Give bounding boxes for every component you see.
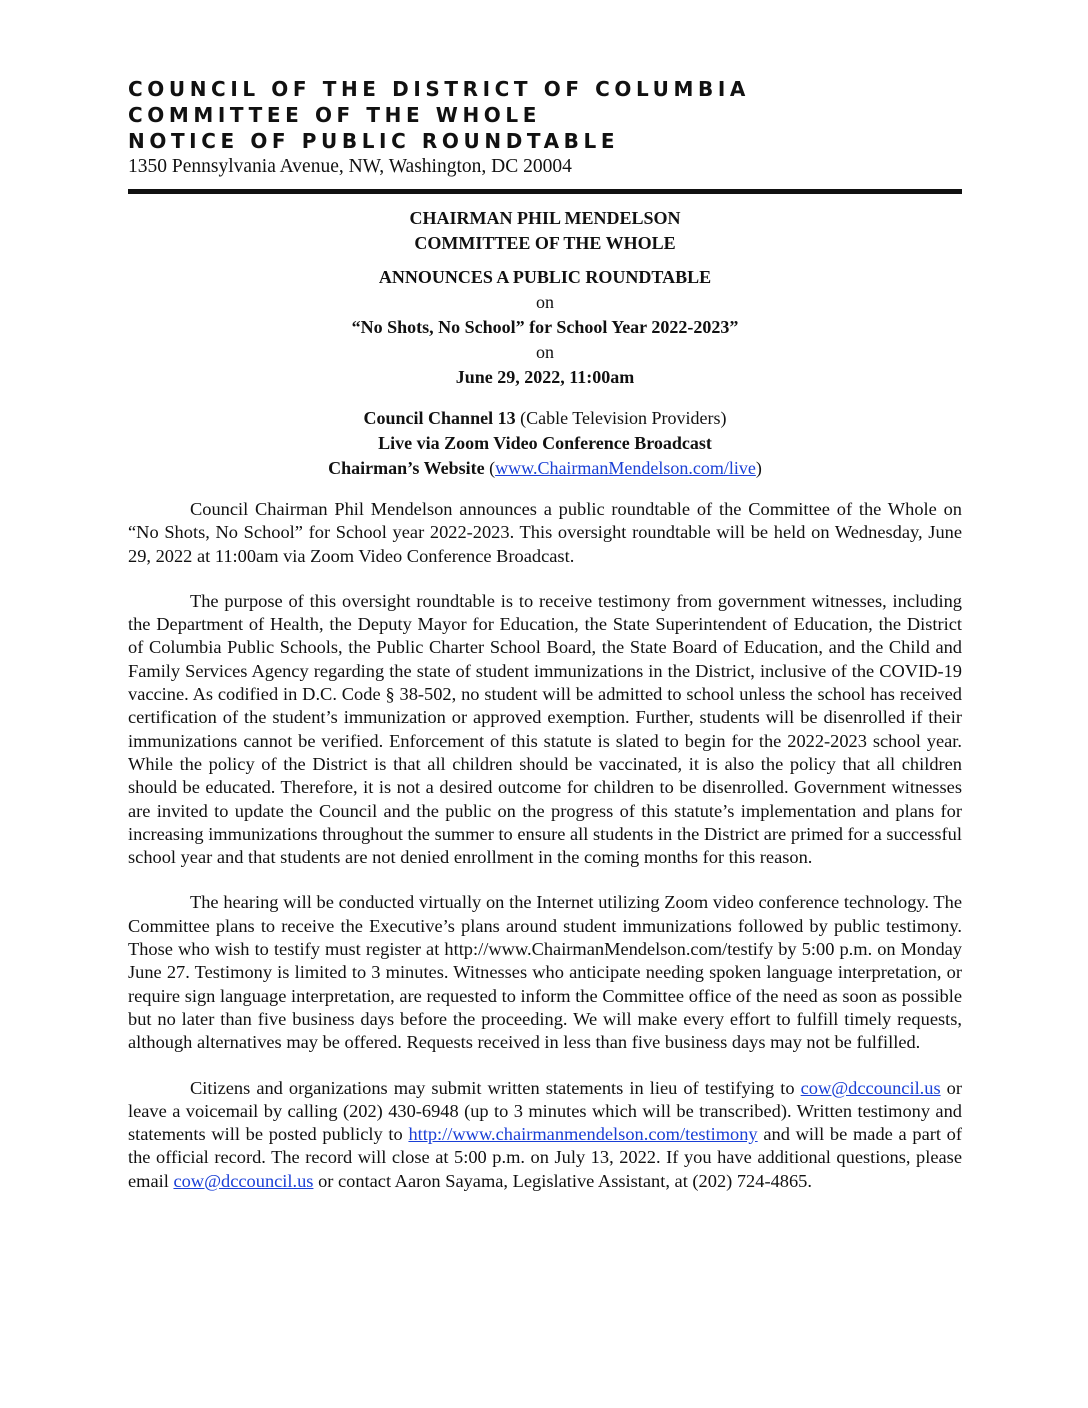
paragraph-purpose: The purpose of this oversight roundtable is to receive testimony from government witnesses, including the Department of Health, the Deputy Mayor for Education, the State Superintendent of Education, the District of Columbia Public Schools, the Public Charter School Board, the State Board of Education, and the Child and Family Services Agency regarding the state of student immunizations in the District, inclusive of the COVID-19 vaccine. As codified in D.C. Code § 38-502, no student will be admitted to school unless the school has received certification of the student’s immunization or approved exemption. Further, students will be disenrolled if their immunizations cannot be verified. Enforcement of this statute is slated to begin for the 2022-2023 school year. While the policy of the District is that all children should be vaccinated, it is also the policy that all children should be educated. Therefore, it is not a desired outcome for children to be disenrolled. Government witnesses are invited to update the Council and the public on the progress of this statute’s implementation and plans for increasing immunizations throughout the summer to ensure all students in the District are primed for a successful school year and that students are not denied enrollment in the coming months for this reason. (128, 590, 962, 868)
channel-name: Council Channel 13 (363, 408, 516, 428)
website-label: Chairman’s Website (328, 458, 485, 478)
on-line-1: on (536, 292, 554, 312)
paragraph-hearing: The hearing will be conducted virtually on the Internet utilizing Zoom video conference technology. The Committee plans to receive the Executive’s plans around student immunizations followed by public testimony. Those who wish to testify must register at http://www.ChairmanMendelson.com/testify by 5:00 p.m. on Monday June 27. Testimony is limited to 3 minutes. Witnesses who anticipate needing spoken language interpretation, or require sign language interpretation, are requested to inform the Committee office of the need as soon as possible but no later than five business days before the proceeding. We will make every effort to fulfill timely requests, although alternatives may be offered. Requests received in less than five business days may not be fulfilled. (128, 892, 962, 1053)
website-link[interactable]: www.ChairmanMendelson.com/live (495, 458, 756, 478)
zoom-line: Live via Zoom Video Conference Broadcast (378, 433, 712, 453)
statements-text-b: or leave a voicemail by calling (202) 430-6948 (up to 3 minutes which will be transcribed). Written testimony and statements will be posted publicly to (128, 1077, 962, 1145)
letterhead (128, 76, 962, 194)
channel-providers: (Cable Television Providers) (515, 408, 727, 428)
paragraph-intro: Council Chairman Phil Mendelson announces a public roundtable of the Committee of the Whole on “No Shots, No School” for School year 2022-2023. This oversight roundtable will be held on Wednesday, June 29, 2022 at 11:00am via Zoom Video Conference Broadcast. (128, 499, 962, 566)
notice-page (128, 76, 962, 1193)
roundtable-topic: “No Shots, No School” for School Year 2022-2023” (351, 317, 739, 337)
statements-text-a: Citizens and organizations may submit written statements in lieu of testifying to (190, 1077, 801, 1098)
announces-line: ANNOUNCES A PUBLIC ROUNDTABLE (378, 267, 712, 287)
chairman-name: CHAIRMAN PHIL MENDELSON (409, 208, 681, 228)
email-link-1[interactable]: cow@dccouncil.us (800, 1077, 941, 1098)
address: 1350 Pennsylvania Avenue, NW, Washington, DC 20004 (128, 156, 572, 177)
announcement-block (128, 206, 962, 481)
website-paren-close: ) (755, 458, 762, 478)
testimony-link[interactable]: http://www.chairmanmendelson.com/testimony (408, 1124, 758, 1145)
channel-line (128, 406, 962, 431)
paragraph-written-statements (128, 1077, 962, 1193)
statements-text-c: and will be made a part of the official record. The record will close at 5:00 p.m. on July 13, 2022. If you have additional questions, please email (128, 1124, 963, 1191)
website-line (128, 456, 962, 481)
roundtable-date: June 29, 2022, 11:00am (455, 367, 635, 387)
email-link-2[interactable]: cow@dccouncil.us (173, 1170, 314, 1191)
council-name: COUNCIL OF THE DISTRICT OF COLUMBIA (128, 77, 750, 101)
committee-name: COMMITTEE OF THE WHOLE (128, 103, 541, 127)
website-paren-open: ( (484, 458, 496, 478)
statements-text-d: or contact Aaron Sayama, Legislative Assistant, at (202) 724-4865. (313, 1170, 812, 1191)
on-line-2: on (536, 342, 554, 362)
notice-title: NOTICE OF PUBLIC ROUNDTABLE (128, 129, 620, 153)
committee-line: COMMITTEE OF THE WHOLE (414, 233, 676, 253)
